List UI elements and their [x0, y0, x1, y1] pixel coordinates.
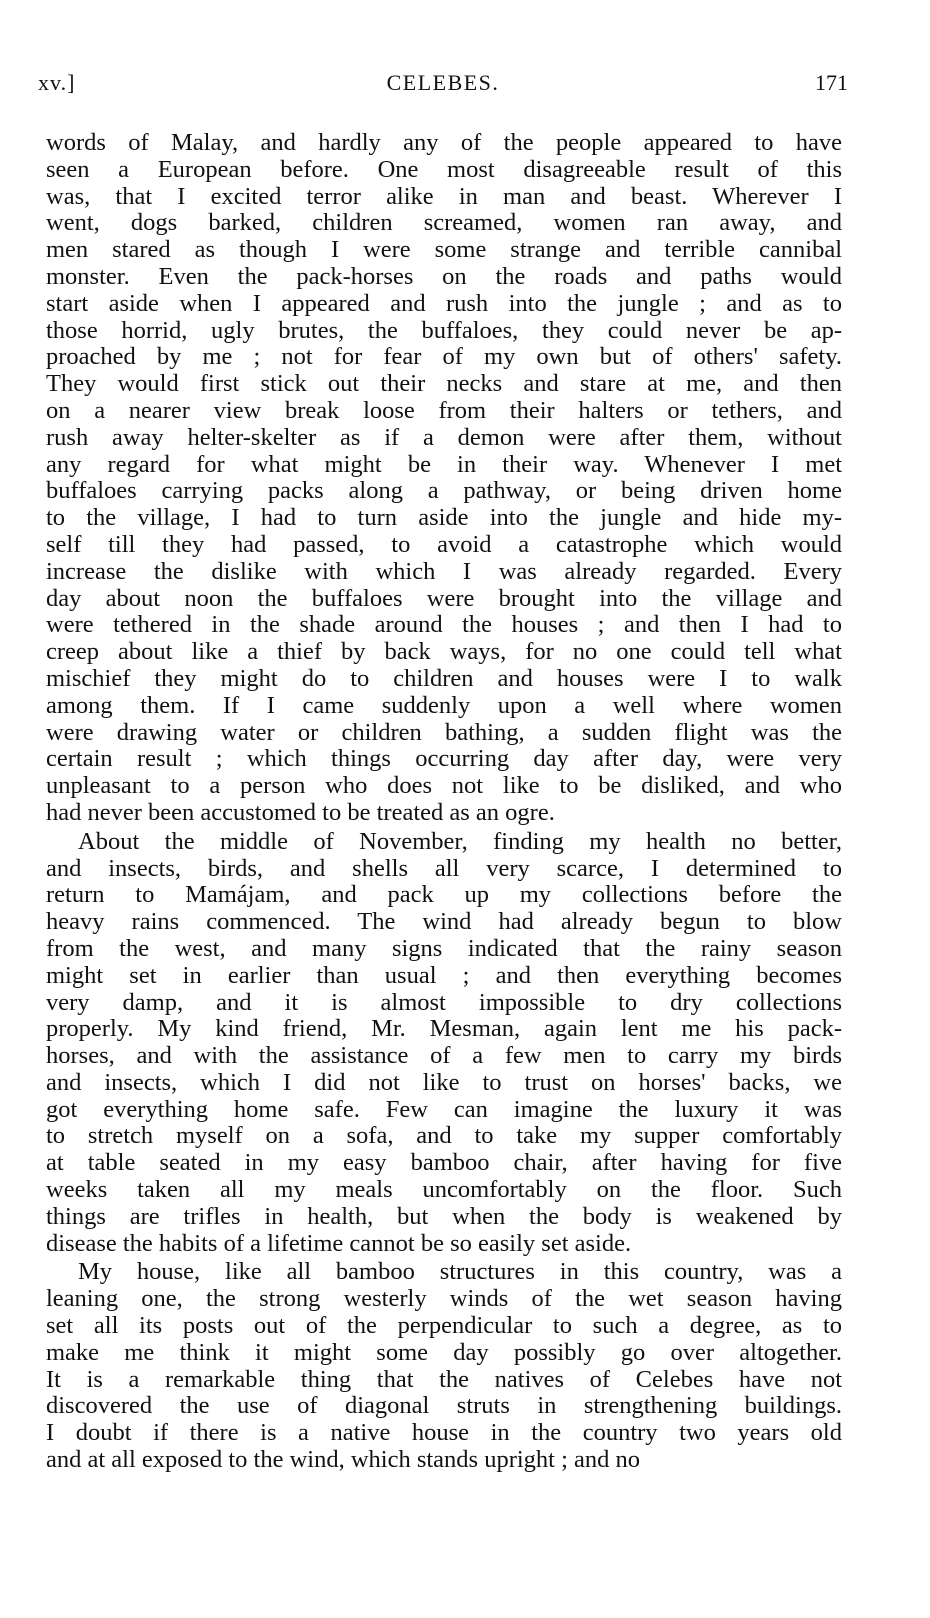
text-line: heavy rains commenced. The wind had already begun to blow [46, 909, 842, 936]
text-line: leaning one, the strong westerly winds of the wet season having [46, 1286, 842, 1313]
chapter-number: xv.] [38, 70, 76, 95]
text-line: seen a European before. One most disagreeable result of this [46, 156, 842, 183]
text-line: were drawing water or children bathing, a sudden flight was the [46, 719, 842, 746]
running-head [38, 70, 848, 100]
text-line: weeks taken all my meals uncomfortably on the floor. Such [46, 1177, 842, 1204]
text-line: words of Malay, and hardly any of the people appeared to have [46, 130, 842, 156]
text-line: proached by me ; not for fear of my own but of others' safety. [46, 344, 842, 371]
text-line: and insects, which I did not like to trust on horses' backs, we [46, 1069, 842, 1096]
text-line: mischief they might do to children and houses were I to walk [46, 665, 842, 692]
text-line: properly. My kind friend, Mr. Mesman, again lent me his pack- [46, 1016, 842, 1043]
text-line: were tethered in the shade around the houses ; and then I had to [46, 612, 842, 639]
text-line: might set in earlier than usual ; and then everything becomes [46, 962, 842, 989]
page-number: 171 [815, 70, 848, 95]
text-line: certain result ; which things occurring day after day, were very [46, 746, 842, 773]
text-line: those horrid, ugly brutes, the buffaloes, they could never be ap- [46, 317, 842, 344]
text-line: make me think it might some day possibly go over altogether. [46, 1339, 842, 1366]
text-line: things are trifles in health, but when the body is weakened by [46, 1203, 842, 1230]
running-title: CELEBES. [386, 70, 500, 95]
text-line: very damp, and it is almost impossible to dry collections [46, 989, 842, 1016]
text-line: to the village, I had to turn aside into the jungle and hide my- [46, 505, 842, 532]
text-line: disease the habits of a lifetime cannot be so easily set aside. [46, 1230, 632, 1257]
text-line: men stared as though I were some strange and terrible cannibal [46, 237, 842, 264]
text-line: self till they had passed, to avoid a catastrophe which would [46, 531, 842, 558]
body-text [46, 130, 842, 1474]
text-line: was, that I excited terror alike in man and beast. Wherever I [46, 183, 842, 210]
text-line: and at all exposed to the wind, which stands upright ; and no [46, 1447, 641, 1474]
text-line: My house, like all bamboo structures in this country, was a [78, 1259, 842, 1286]
text-line: went, dogs barked, children screamed, women ran away, and [46, 210, 842, 237]
text-line: monster. Even the pack-horses on the roads and paths would [46, 263, 842, 290]
text-line: increase the dislike with which I was already regarded. Every [46, 558, 842, 585]
text-line: About the middle of November, finding my health no better, [78, 828, 842, 855]
text-line: got everything home safe. Few can imagine the luxury it was [46, 1096, 842, 1123]
text-line: return to Mamájam, and pack up my collections before the [46, 882, 842, 909]
text-line: buffaloes carrying packs along a pathway, or being driven home [46, 478, 842, 505]
text-line: unpleasant to a person who does not like to be disliked, and who [46, 773, 842, 800]
text-line: on a nearer view break loose from their halters or tethers, and [46, 397, 842, 424]
text-line: among them. If I came suddenly upon a well where women [46, 692, 842, 719]
paragraph [46, 1259, 842, 1473]
text-line: I doubt if there is a native house in the country two years old [46, 1420, 842, 1447]
text-line: start aside when I appeared and rush into the jungle ; and as to [46, 290, 842, 317]
text-line: and insects, birds, and shells all very scarce, I determined to [46, 855, 842, 882]
paragraph [46, 130, 842, 827]
text-line: creep about like a thief by back ways, for no one could tell what [46, 639, 842, 666]
paragraph [46, 829, 842, 1258]
text-line: They would first stick out their necks and stare at me, and then [46, 371, 842, 398]
text-line: rush away helter-skelter as if a demon were after them, without [46, 424, 842, 451]
text-line: to stretch myself on a sofa, and to take my supper comfortably [46, 1123, 842, 1150]
text-line: from the west, and many signs indicated that the rainy season [46, 935, 842, 962]
text-line: day about noon the buffaloes were brought into the village and [46, 585, 842, 612]
text-line: had never been accustomed to be treated as an ogre. [46, 799, 555, 826]
text-line: It is a remarkable thing that the natives of Celebes have not [46, 1366, 842, 1393]
text-line: horses, and with the assistance of a few men to carry my birds [46, 1043, 842, 1070]
text-line: discovered the use of diagonal struts in strengthening buildings. [46, 1393, 842, 1420]
text-line: set all its posts out of the perpendicular to such a degree, as to [46, 1313, 842, 1340]
text-line: at table seated in my easy bamboo chair, after having for five [46, 1150, 842, 1177]
text-line: any regard for what might be in their way. Whenever I met [46, 451, 842, 478]
